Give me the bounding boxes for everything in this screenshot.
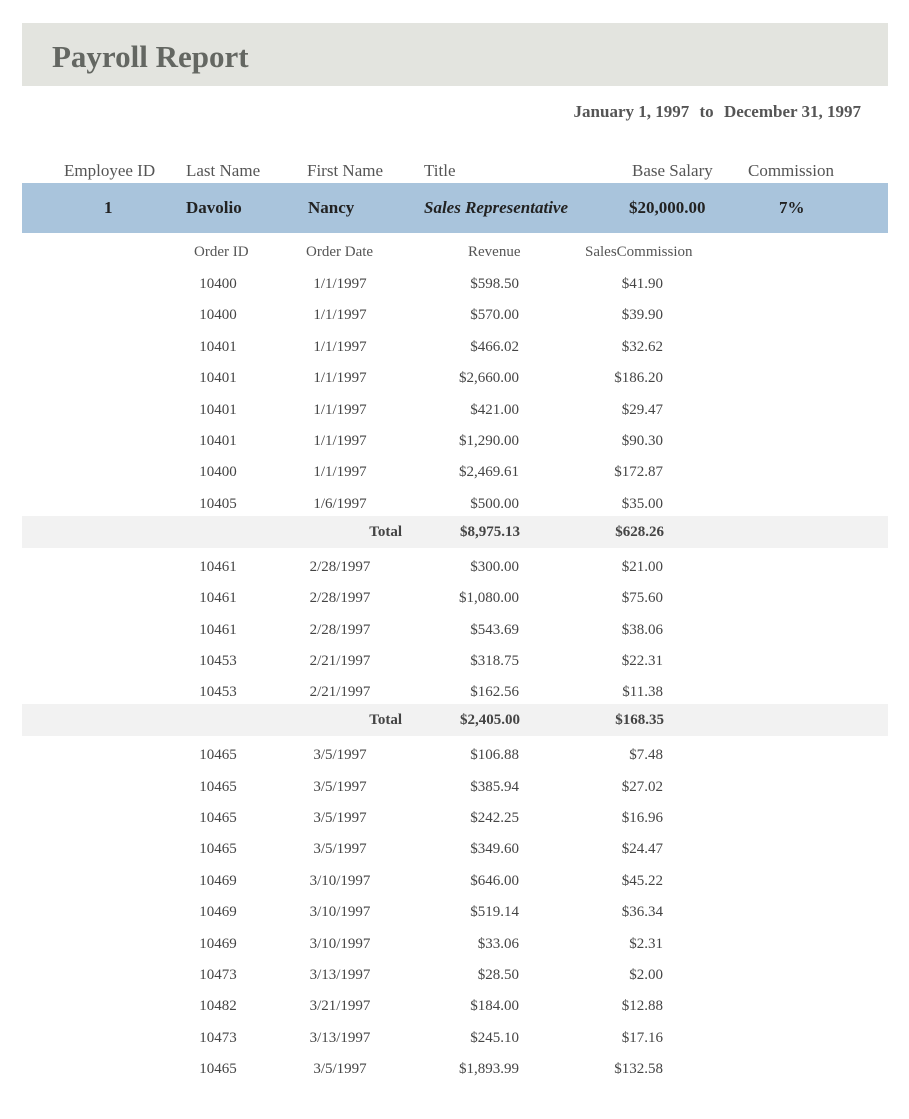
order-row <box>0 368 909 388</box>
order-revenue: $421.00 <box>470 402 519 418</box>
order-revenue: $349.60 <box>470 841 519 857</box>
order-id: 10469 <box>199 873 237 889</box>
report-title-band <box>22 23 888 86</box>
order-date: 2/21/1997 <box>309 684 371 700</box>
order-commission: $36.34 <box>621 904 663 920</box>
report-title: Payroll Report <box>52 39 249 74</box>
header-revenue: Revenue <box>468 244 521 260</box>
order-row <box>0 808 909 828</box>
order-id: 10400 <box>199 464 237 480</box>
order-revenue: $646.00 <box>470 873 519 889</box>
order-row <box>0 682 909 702</box>
order-commission: $12.88 <box>621 998 663 1014</box>
header-first-name: First Name <box>307 161 384 180</box>
order-id: 10401 <box>199 339 237 355</box>
total-revenue: $2,405.00 <box>460 712 520 728</box>
group-total-row <box>22 516 888 548</box>
order-revenue: $300.00 <box>470 559 519 575</box>
order-id: 10453 <box>199 653 237 669</box>
order-row <box>0 305 909 325</box>
order-commission: $2.31 <box>629 936 663 952</box>
order-commission: $17.16 <box>621 1030 663 1046</box>
date-to-word: to <box>699 102 714 121</box>
order-commission: $45.22 <box>621 873 663 889</box>
order-revenue: $598.50 <box>470 276 519 292</box>
order-revenue: $519.14 <box>470 904 519 920</box>
order-date: 2/28/1997 <box>309 622 371 638</box>
order-date: 3/10/1997 <box>309 904 371 920</box>
total-commission: $628.26 <box>615 524 664 540</box>
header-order-id: Order ID <box>194 244 249 260</box>
order-row <box>0 871 909 891</box>
order-commission: $7.48 <box>629 747 663 763</box>
header-order-date: Order Date <box>306 244 374 260</box>
order-id: 10401 <box>199 370 237 386</box>
order-revenue: $466.02 <box>470 339 519 355</box>
order-id: 10465 <box>199 1061 237 1077</box>
order-id: 10469 <box>199 936 237 952</box>
order-row <box>0 400 909 420</box>
order-commission: $21.00 <box>621 559 663 575</box>
order-id: 10400 <box>199 276 237 292</box>
order-row <box>0 996 909 1016</box>
order-date: 1/1/1997 <box>313 433 367 449</box>
order-id: 10465 <box>199 810 237 826</box>
order-commission: $27.02 <box>621 779 663 795</box>
order-row <box>0 745 909 765</box>
order-revenue: $385.94 <box>470 779 519 795</box>
order-date: 3/10/1997 <box>309 936 371 952</box>
order-row <box>0 777 909 797</box>
order-commission: $186.20 <box>614 370 663 386</box>
order-revenue: $184.00 <box>470 998 519 1014</box>
order-id: 10465 <box>199 747 237 763</box>
date-from: January 1, 1997 <box>573 102 690 121</box>
order-date: 2/21/1997 <box>309 653 371 669</box>
order-date: 3/13/1997 <box>309 1030 371 1046</box>
order-date: 1/1/1997 <box>313 370 367 386</box>
order-row <box>0 274 909 294</box>
date-range <box>574 102 861 122</box>
order-date: 1/1/1997 <box>313 276 367 292</box>
header-commission: Commission <box>748 161 834 180</box>
total-commission: $168.35 <box>615 712 664 728</box>
order-id: 10473 <box>199 967 237 983</box>
order-date: 1/1/1997 <box>313 339 367 355</box>
order-row <box>0 902 909 922</box>
order-id: 10473 <box>199 1030 237 1046</box>
order-commission: $24.47 <box>621 841 663 857</box>
order-id: 10461 <box>199 622 237 638</box>
order-date: 3/21/1997 <box>309 998 371 1014</box>
order-revenue: $500.00 <box>470 496 519 512</box>
order-id: 10401 <box>199 402 237 418</box>
order-date: 1/1/1997 <box>313 464 367 480</box>
header-base-salary: Base Salary <box>632 161 713 180</box>
order-commission: $32.62 <box>621 339 663 355</box>
order-row <box>0 934 909 954</box>
order-date: 3/5/1997 <box>313 1061 367 1077</box>
header-sales-commission: SalesCommission <box>585 244 693 260</box>
group-total-row <box>22 704 888 736</box>
order-revenue: $33.06 <box>477 936 519 952</box>
order-row <box>0 965 909 985</box>
employee-title: Sales Representative <box>424 198 569 217</box>
order-row <box>0 337 909 357</box>
order-commission: $16.96 <box>621 810 663 826</box>
order-date: 3/5/1997 <box>313 810 367 826</box>
order-id: 10482 <box>199 998 237 1014</box>
order-row <box>0 557 909 577</box>
order-id: 10465 <box>199 779 237 795</box>
employee-row <box>22 183 888 233</box>
order-revenue: $28.50 <box>477 967 519 983</box>
order-commission: $41.90 <box>621 276 663 292</box>
order-row <box>0 1028 909 1048</box>
employee-base-salary: $20,000.00 <box>629 198 706 217</box>
header-employee-id: Employee ID <box>64 161 156 180</box>
employee-id: 1 <box>104 198 113 217</box>
order-id: 10453 <box>199 684 237 700</box>
order-date: 2/28/1997 <box>309 590 371 606</box>
order-revenue: $242.25 <box>470 810 519 826</box>
order-date: 3/5/1997 <box>313 747 367 763</box>
order-row <box>0 494 909 514</box>
order-row <box>0 651 909 671</box>
order-revenue: $1,893.99 <box>459 1061 519 1077</box>
total-label: Total <box>369 524 402 540</box>
order-revenue: $543.69 <box>470 622 519 638</box>
order-id: 10461 <box>199 590 237 606</box>
order-row <box>0 588 909 608</box>
order-date: 3/13/1997 <box>309 967 371 983</box>
order-date: 1/1/1997 <box>313 307 367 323</box>
order-date: 1/1/1997 <box>313 402 367 418</box>
order-id: 10469 <box>199 904 237 920</box>
order-revenue: $2,660.00 <box>459 370 519 386</box>
order-revenue: $1,290.00 <box>459 433 519 449</box>
order-revenue: $1,080.00 <box>459 590 519 606</box>
order-date: 3/5/1997 <box>313 841 367 857</box>
order-revenue: $2,469.61 <box>459 464 519 480</box>
order-commission: $22.31 <box>621 653 663 669</box>
order-row <box>0 620 909 640</box>
order-date: 3/5/1997 <box>313 779 367 795</box>
order-id: 10401 <box>199 433 237 449</box>
order-id: 10400 <box>199 307 237 323</box>
order-revenue: $318.75 <box>470 653 519 669</box>
date-to: December 31, 1997 <box>723 102 861 121</box>
total-revenue: $8,975.13 <box>460 524 520 540</box>
order-commission: $39.90 <box>621 307 663 323</box>
total-label: Total <box>369 712 402 728</box>
order-row <box>0 431 909 451</box>
order-id: 10405 <box>199 496 237 512</box>
order-commission: $75.60 <box>621 590 663 606</box>
order-date: 3/10/1997 <box>309 873 371 889</box>
order-commission: $29.47 <box>621 402 663 418</box>
order-commission: $11.38 <box>622 684 663 700</box>
order-revenue: $106.88 <box>470 747 519 763</box>
employee-commission: 7% <box>779 198 805 217</box>
order-row <box>0 462 909 482</box>
order-commission: $2.00 <box>629 967 663 983</box>
order-commission: $132.58 <box>614 1061 663 1077</box>
employee-first-name: Nancy <box>308 198 355 217</box>
employee-last-name: Davolio <box>186 198 242 217</box>
order-revenue: $162.56 <box>470 684 519 700</box>
order-commission: $172.87 <box>614 464 663 480</box>
order-row <box>0 1059 909 1079</box>
order-id: 10465 <box>199 841 237 857</box>
header-title: Title <box>424 161 456 180</box>
order-commission: $35.00 <box>621 496 663 512</box>
order-id: 10461 <box>199 559 237 575</box>
order-commission: $38.06 <box>621 622 663 638</box>
header-last-name: Last Name <box>186 161 261 180</box>
order-revenue: $245.10 <box>470 1030 519 1046</box>
order-date: 1/6/1997 <box>313 496 367 512</box>
order-date: 2/28/1997 <box>309 559 371 575</box>
order-revenue: $570.00 <box>470 307 519 323</box>
order-commission: $90.30 <box>621 433 663 449</box>
order-row <box>0 839 909 859</box>
